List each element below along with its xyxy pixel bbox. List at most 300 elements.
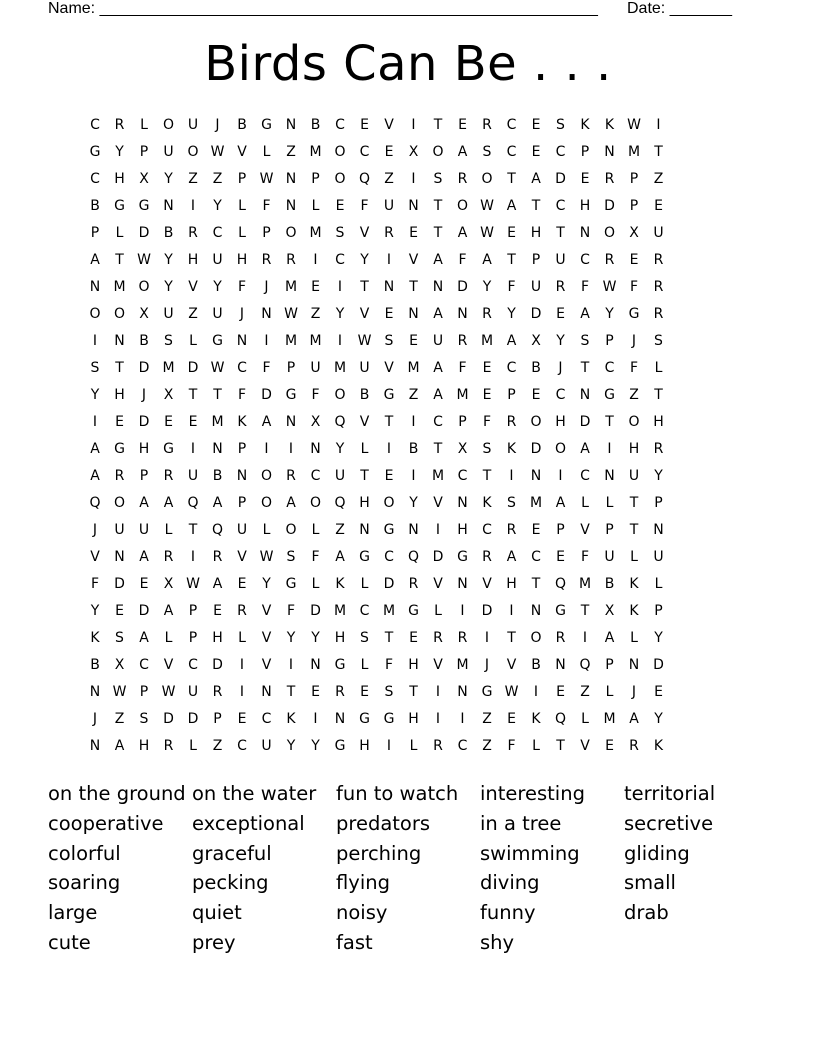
grid-letter: B <box>531 360 542 376</box>
grid-letter: V <box>384 360 395 376</box>
word-bank <box>48 779 768 958</box>
grid-letter: W <box>112 684 127 700</box>
grid-letter: Y <box>164 252 174 268</box>
grid-letter: K <box>604 117 615 133</box>
grid-letter: F <box>458 252 468 268</box>
grid-letter: O <box>113 495 126 511</box>
grid-letter: I <box>337 279 343 295</box>
grid-letter: L <box>238 225 247 241</box>
grid-letter: Z <box>384 171 395 187</box>
grid-letter: A <box>580 441 591 457</box>
grid-letter: S <box>335 225 345 241</box>
grid-letter: L <box>140 117 149 133</box>
grid-letter: U <box>187 117 199 133</box>
grid-letter: F <box>90 576 100 592</box>
grid-letter: Q <box>334 495 347 511</box>
grid-row <box>83 274 671 301</box>
grid-letter: P <box>458 414 468 430</box>
name-field-label: Name: ________________________________________________________ <box>48 0 598 17</box>
grid-letter: Y <box>286 630 296 646</box>
grid-letter: E <box>580 171 590 187</box>
grid-letter: E <box>360 117 370 133</box>
grid-letter: U <box>138 522 150 538</box>
grid-letter: Z <box>408 387 419 403</box>
grid-letter: R <box>653 252 664 268</box>
grid-letter: P <box>139 684 149 700</box>
grid-letter: H <box>359 738 371 754</box>
grid-letter: V <box>506 657 517 673</box>
grid-letter: V <box>433 657 444 673</box>
grid-letter: C <box>457 738 468 754</box>
grid-letter: R <box>457 630 468 646</box>
grid-letter: Y <box>213 198 223 214</box>
grid-letter: M <box>456 387 470 403</box>
grid-letter: H <box>506 576 518 592</box>
grid-letter: I <box>435 711 441 727</box>
word-bank-item: quiet <box>192 901 242 925</box>
grid-letter: O <box>187 144 200 160</box>
grid-letter: B <box>237 117 248 133</box>
grid-letter: F <box>507 738 517 754</box>
grid-letter: F <box>360 198 370 214</box>
grid-letter: A <box>457 144 468 160</box>
grid-letter: X <box>163 576 174 592</box>
grid-letter: T <box>580 603 590 619</box>
grid-letter: P <box>507 387 517 403</box>
grid-letter: R <box>286 252 297 268</box>
grid-letter: E <box>531 144 541 160</box>
grid-letter: R <box>653 279 664 295</box>
grid-letter: R <box>506 414 517 430</box>
grid-letter: F <box>311 387 321 403</box>
word-bank-item: cute <box>48 930 91 954</box>
grid-letter: S <box>360 630 370 646</box>
grid-letter: M <box>407 360 421 376</box>
grid-letter: Z <box>188 171 199 187</box>
grid-letter: I <box>337 333 343 349</box>
grid-letter: O <box>456 198 469 214</box>
grid-letter: N <box>457 684 469 700</box>
word-bank-item: cooperative <box>48 811 164 835</box>
grid-letter: H <box>359 495 371 511</box>
grid-letter: N <box>359 522 371 538</box>
grid-letter: O <box>138 279 151 295</box>
word-bank-item: interesting <box>480 782 585 805</box>
grid-letter: N <box>457 495 469 511</box>
grid-letter: K <box>506 441 517 457</box>
grid-letter: A <box>261 414 272 430</box>
grid-letter: Z <box>653 171 664 187</box>
word-bank-item: soaring <box>48 871 121 895</box>
grid-letter: L <box>311 576 320 592</box>
grid-letter: M <box>284 333 298 349</box>
grid-letter: Y <box>286 738 296 754</box>
grid-letter: G <box>408 603 420 619</box>
grid-letter: C <box>90 171 101 187</box>
grid-letter: L <box>164 522 173 538</box>
grid-letter: C <box>580 252 591 268</box>
grid-letter: F <box>286 603 296 619</box>
grid-letter: E <box>458 117 468 133</box>
grid-letter: G <box>383 522 395 538</box>
grid-letter: Y <box>90 387 100 403</box>
grid-letter: N <box>89 738 101 754</box>
grid-letter: W <box>161 684 176 700</box>
grid-letter: G <box>334 657 346 673</box>
grid-letter: X <box>629 225 640 241</box>
grid-letter: C <box>457 468 468 484</box>
grid-letter: D <box>457 279 469 295</box>
grid-letter: N <box>408 198 420 214</box>
grid-letter: P <box>654 603 664 619</box>
word-bank-item: perching <box>336 841 422 865</box>
grid-letter: O <box>603 225 616 241</box>
word-bank-item: pecking <box>192 871 269 895</box>
grid-letter: Z <box>286 144 297 160</box>
grid-letter: G <box>383 387 395 403</box>
grid-letter: G <box>163 441 175 457</box>
grid-letter: L <box>238 630 247 646</box>
grid-letter: G <box>285 387 297 403</box>
grid-letter: I <box>386 738 392 754</box>
grid-letter: H <box>114 387 126 403</box>
grid-letter: E <box>556 549 566 565</box>
grid-letter: E <box>384 306 394 322</box>
grid-letter: U <box>383 198 395 214</box>
grid-letter: W <box>259 171 274 187</box>
grid-letter: Q <box>187 495 200 511</box>
grid-letter: L <box>189 333 198 349</box>
word-bank-item: swimming <box>480 841 580 865</box>
grid-letter: C <box>359 603 370 619</box>
grid-letter: E <box>115 414 125 430</box>
grid-letter: Y <box>605 306 615 322</box>
grid-letter: T <box>409 684 419 700</box>
grid-letter: Z <box>114 711 125 727</box>
grid-letter: V <box>237 549 248 565</box>
grid-letter: I <box>288 441 294 457</box>
grid-letter: I <box>460 603 466 619</box>
grid-letter: K <box>335 576 346 592</box>
grid-letter: G <box>457 549 469 565</box>
grid-letter: U <box>555 252 567 268</box>
grid-letter: O <box>334 144 347 160</box>
grid-letter: P <box>605 333 615 349</box>
grid-letter: R <box>188 225 199 241</box>
grid-letter: P <box>237 441 247 457</box>
grid-letter: J <box>215 117 221 133</box>
grid-row <box>83 193 671 220</box>
grid-letter: C <box>506 117 517 133</box>
grid-letter: B <box>310 117 321 133</box>
grid-letter: D <box>187 711 199 727</box>
grid-row <box>83 139 671 166</box>
grid-letter: H <box>628 441 640 457</box>
date-field-label: Date: _______ <box>627 0 732 17</box>
grid-letter: X <box>408 144 419 160</box>
grid-letter: V <box>261 603 272 619</box>
grid-row <box>83 436 671 463</box>
grid-letter: O <box>260 495 273 511</box>
grid-letter: Y <box>164 171 174 187</box>
grid-letter: N <box>236 468 248 484</box>
grid-letter: R <box>604 252 615 268</box>
grid-row <box>83 517 671 544</box>
grid-letter: E <box>139 576 149 592</box>
grid-letter: E <box>482 387 492 403</box>
grid-letter: N <box>114 549 126 565</box>
grid-letter: C <box>139 657 150 673</box>
grid-letter: G <box>114 441 126 457</box>
grid-letter: A <box>212 576 223 592</box>
grid-letter: E <box>507 711 517 727</box>
grid-letter: N <box>334 711 346 727</box>
grid-letter: U <box>628 468 640 484</box>
grid-letter: K <box>482 495 493 511</box>
grid-letter: I <box>607 441 613 457</box>
grid-row <box>83 355 671 382</box>
grid-letter: J <box>92 522 98 538</box>
grid-letter: P <box>237 171 247 187</box>
grid-letter: O <box>334 171 347 187</box>
grid-letter: W <box>210 144 225 160</box>
grid-letter: F <box>262 198 272 214</box>
grid-letter: Y <box>262 576 272 592</box>
grid-letter: U <box>653 549 665 565</box>
grid-letter: C <box>261 711 272 727</box>
grid-letter: O <box>530 630 543 646</box>
grid-letter: N <box>285 414 297 430</box>
grid-letter: N <box>579 225 591 241</box>
word-bank-item: territorial <box>624 782 716 805</box>
grid-letter: M <box>309 144 323 160</box>
word-bank-item: predators <box>336 811 431 835</box>
grid-letter: A <box>90 441 101 457</box>
grid-letter: P <box>90 225 100 241</box>
grid-letter: R <box>114 117 125 133</box>
grid-letter: T <box>360 468 370 484</box>
grid-letter: Y <box>311 630 321 646</box>
grid-letter: S <box>580 333 590 349</box>
grid-letter: R <box>114 468 125 484</box>
grid-letter: S <box>482 441 492 457</box>
grid-letter: Z <box>335 522 346 538</box>
grid-row <box>83 409 671 436</box>
grid-letter: U <box>187 684 199 700</box>
grid-letter: R <box>237 603 248 619</box>
grid-letter: O <box>309 495 322 511</box>
grid-letter: E <box>531 522 541 538</box>
grid-letter: Q <box>89 495 102 511</box>
grid-letter: G <box>628 306 640 322</box>
grid-letter: N <box>310 441 322 457</box>
word-bank-item: secretive <box>624 811 714 835</box>
grid-letter: L <box>654 360 663 376</box>
grid-letter: B <box>90 657 101 673</box>
grid-letter: J <box>92 711 98 727</box>
grid-row <box>83 598 671 625</box>
grid-letter: I <box>509 468 515 484</box>
grid-letter: E <box>360 684 370 700</box>
grid-letter: A <box>457 225 468 241</box>
grid-letter: P <box>213 711 223 727</box>
grid-letter: G <box>89 144 101 160</box>
grid-letter: W <box>137 252 152 268</box>
grid-letter: M <box>382 603 396 619</box>
grid-letter: T <box>556 225 566 241</box>
grid-letter: A <box>531 171 542 187</box>
grid-letter: T <box>482 468 492 484</box>
grid-letter: I <box>264 333 270 349</box>
word-bank-item: fun to watch <box>336 782 459 805</box>
grid-row <box>83 247 671 274</box>
word-bank-item: graceful <box>192 841 272 865</box>
grid-letter: T <box>188 387 198 403</box>
grid-letter: E <box>556 684 566 700</box>
grid-letter: A <box>212 495 223 511</box>
grid-letter: L <box>164 630 173 646</box>
grid-letter: A <box>286 495 297 511</box>
grid-letter: X <box>531 333 542 349</box>
grid-letter: U <box>114 522 126 538</box>
grid-row <box>83 625 671 652</box>
grid-letter: A <box>482 252 493 268</box>
grid-letter: I <box>386 252 392 268</box>
grid-letter: S <box>482 144 492 160</box>
grid-letter: V <box>237 144 248 160</box>
grid-letter: D <box>138 414 150 430</box>
grid-letter: K <box>653 738 664 754</box>
grid-letter: I <box>190 198 196 214</box>
grid-letter: W <box>357 333 372 349</box>
grid-letter: X <box>310 414 321 430</box>
grid-letter: Z <box>212 738 223 754</box>
grid-letter: D <box>138 225 150 241</box>
grid-letter: Y <box>654 711 664 727</box>
grid-letter: M <box>113 279 127 295</box>
grid-letter: D <box>310 603 322 619</box>
grid-letter: R <box>457 171 468 187</box>
grid-letter: N <box>628 657 640 673</box>
grid-letter: E <box>384 468 394 484</box>
grid-letter: P <box>139 144 149 160</box>
grid-letter: H <box>408 657 420 673</box>
grid-letter: I <box>92 414 98 430</box>
grid-letter: T <box>115 360 125 376</box>
grid-letter: R <box>555 279 566 295</box>
grid-letter: T <box>433 441 443 457</box>
grid-letter: M <box>333 360 347 376</box>
grid-letter: T <box>286 684 296 700</box>
grid-letter: C <box>384 549 395 565</box>
page-title: Birds Can Be . . . <box>204 36 612 92</box>
grid-letter: A <box>139 495 150 511</box>
grid-letter: M <box>211 414 225 430</box>
grid-letter: L <box>311 522 320 538</box>
grid-letter: G <box>481 684 493 700</box>
grid-letter: A <box>506 333 517 349</box>
grid-letter: R <box>261 252 272 268</box>
grid-letter: Q <box>334 414 347 430</box>
grid-letter: D <box>187 360 199 376</box>
grid-letter: P <box>188 630 198 646</box>
grid-letter: M <box>456 657 470 673</box>
grid-letter: M <box>309 333 323 349</box>
grid-letter: M <box>603 711 617 727</box>
grid-letter: Q <box>579 657 592 673</box>
grid-letter: T <box>654 387 664 403</box>
grid-letter: H <box>579 198 591 214</box>
grid-letter: I <box>435 522 441 538</box>
grid-letter: E <box>188 414 198 430</box>
grid-letter: Y <box>654 630 664 646</box>
grid-row <box>83 166 671 193</box>
grid-letter: O <box>89 306 102 322</box>
grid-letter: F <box>580 279 590 295</box>
grid-letter: L <box>262 522 271 538</box>
grid-letter: Y <box>164 279 174 295</box>
grid-letter: H <box>530 225 542 241</box>
grid-letter: A <box>555 495 566 511</box>
grid-letter: N <box>261 306 273 322</box>
grid-letter: A <box>433 252 444 268</box>
grid-letter: R <box>629 738 640 754</box>
grid-letter: N <box>285 198 297 214</box>
grid-letter: E <box>409 225 419 241</box>
grid-letter: T <box>360 279 370 295</box>
grid-letter: X <box>604 603 615 619</box>
grid-letter: F <box>384 657 394 673</box>
grid-letter: S <box>286 549 296 565</box>
grid-letter: W <box>602 279 617 295</box>
grid-letter: Y <box>213 279 223 295</box>
grid-letter: J <box>264 279 270 295</box>
grid-letter: T <box>531 576 541 592</box>
grid-letter: K <box>629 603 640 619</box>
word-bank-item: drab <box>624 901 669 925</box>
grid-letter: A <box>433 387 444 403</box>
grid-letter: G <box>285 576 297 592</box>
grid-letter: V <box>433 495 444 511</box>
grid-letter: R <box>653 441 664 457</box>
grid-letter: D <box>163 711 175 727</box>
word-bank-item: flying <box>336 871 390 895</box>
grid-letter: D <box>212 657 224 673</box>
grid-letter: O <box>628 414 641 430</box>
grid-letter: T <box>433 225 443 241</box>
grid-row <box>83 571 671 598</box>
grid-letter: Q <box>358 171 371 187</box>
grid-letter: L <box>238 198 247 214</box>
grid-row <box>83 733 671 760</box>
grid-letter: C <box>237 360 248 376</box>
grid-letter: T <box>433 198 443 214</box>
grid-row <box>83 544 671 571</box>
grid-letter: B <box>212 468 223 484</box>
word-bank-item: exceptional <box>192 811 305 835</box>
grid-letter: T <box>507 630 517 646</box>
grid-letter: E <box>654 198 664 214</box>
grid-letter: L <box>360 576 369 592</box>
grid-letter: U <box>653 225 665 241</box>
grid-letter: R <box>433 738 444 754</box>
grid-letter: U <box>212 306 224 322</box>
grid-letter: F <box>629 279 639 295</box>
grid-letter: N <box>604 468 616 484</box>
grid-letter: N <box>408 306 420 322</box>
grid-letter: L <box>189 738 198 754</box>
grid-letter: O <box>334 387 347 403</box>
